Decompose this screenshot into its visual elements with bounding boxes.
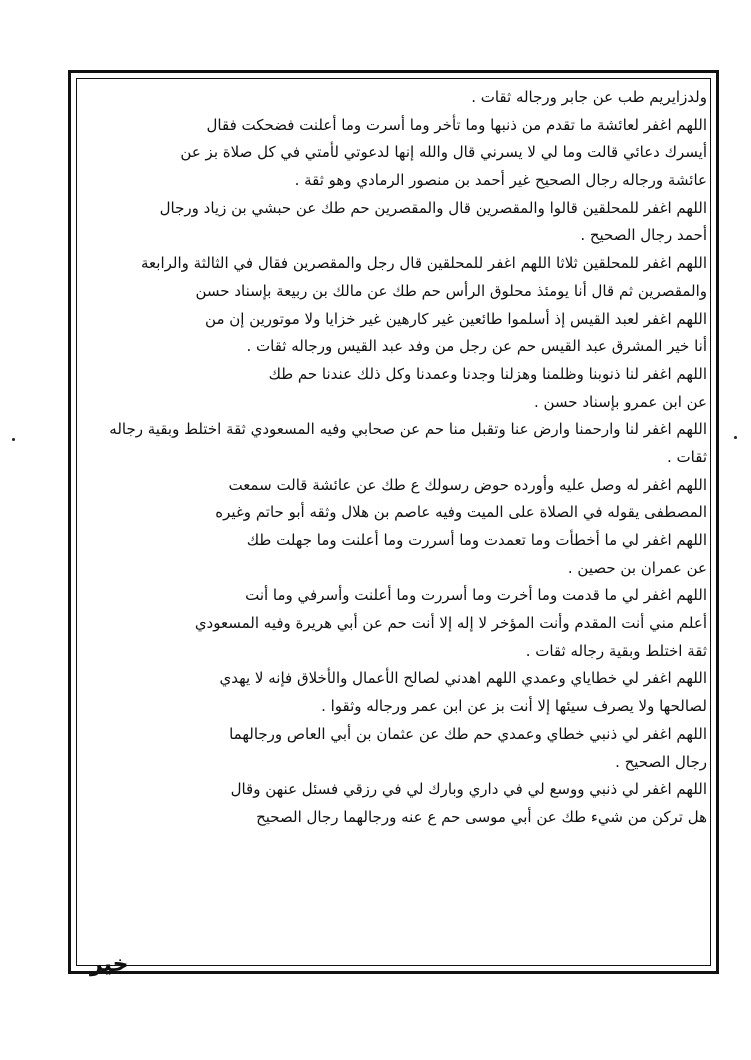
text-line: ثقات .: [667, 447, 707, 466]
text-line: لصالحها ولا يصرف سيئها إلا أنت بز عن ابن عمر ورجاله وثقوا .: [321, 697, 707, 716]
text-line: رجال الصحيح .: [615, 752, 707, 771]
text-line: اللهم اغفر لنا ذنوبنا وظلمنا وهزلنا وجدنا وعمدنا وكل ذلك عندنا حم طك: [268, 364, 707, 383]
text-line: أعلم مني أنت المقدم وأنت المؤخر لا إله إلا أنت حم عن أبي هريرة وفيه المسعودي: [194, 614, 707, 633]
text-line: اللهم اغفر لي ذنبي ووسع لي في داري وبارك لي في رزقي فسئل عنهن وقال: [230, 780, 707, 799]
text-line: اللهم اغفر لعبد القيس إذ أسلموا طائعين غير كارهين غير خزايا ولا موتورين إن من: [205, 309, 707, 328]
text-line: أنا خير المشرق عبد القيس حم عن رجل من وفد عبد القيس ورجاله ثقات .: [246, 337, 707, 356]
text-line: أيسرك دعائي قالت وما لي لا يسرني قال والله إنها لدعوتي لأمتي في كل صلاة بز عن: [180, 143, 707, 162]
text-line: اللهم اغفر له وصل عليه وأورده حوض رسولك ع طك عن عائشة قالت سمعت: [228, 475, 707, 494]
text-line: عائشة ورجاله رجال الصحيح غير أحمد بن منصور الرمادي وهو ثقة .: [294, 171, 707, 190]
text-line: ثقة اختلط وبقية رجاله ثقات .: [525, 641, 707, 660]
scan-speck: [12, 438, 15, 441]
text-line: عن ابن عمرو بإسناد حسن .: [533, 392, 707, 411]
text-line: أحمد رجال الصحيح .: [580, 226, 707, 245]
text-line: ولدزايريم طب عن جابر ورجاله ثقات .: [471, 88, 707, 106]
text-line: اللهم اغفر للمحلقين ثلاثا اللهم اغفر للمحلقين قال رجل والمقصرين فقال في الثالثة والرابعة: [141, 254, 707, 273]
text-line: اللهم اغفر لي ما قدمت وما أخرت وما أسررت وما أعلنت وأسرفي وما أنت: [245, 586, 707, 605]
text-line: عن عمران بن حصين .: [567, 558, 707, 577]
text-line: اللهم اغفر للمحلقين قالوا والمقصرين قال والمقصرين حم طك عن حبشي بن زياد ورجال: [159, 198, 707, 217]
text-line: هل تركن من شيء طك عن أبي موسى حم ع عنه ورجالهما رجال الصحيح: [256, 807, 707, 826]
text-line: المصطفى يقوله في الصلاة على الميت وفيه عاصم بن هلال وثقه أبو حاتم وغيره: [215, 503, 707, 522]
scan-speck: [734, 436, 737, 439]
text-line: اللهم اغفر لي ذنبي خطاي وعمدي حم طك عن عثمان بن أبي العاص ورجالهما: [229, 724, 707, 743]
text-line: اللهم اغفر لي خطاياي وعمدي اللهم اهدني لصالح الأعمال والأخلاق فإنه لا يهدي: [219, 669, 707, 688]
text-line: اللهم اغفر لعائشة ما تقدم من ذنبها وما تأخر وما أسرت وما أعلنت فضحكت فقال: [206, 115, 707, 134]
text-line: والمقصرين ثم قال أنا يومئذ محلوق الرأس حم طك عن مالك بن ربيعة بإسناد حسن: [195, 281, 707, 300]
catchword: خير: [90, 952, 129, 977]
manuscript-text-block: [82, 84, 707, 944]
text-line: اللهم اغفر لي ما أخطأت وما تعمدت وما أسررت وما أعلنت وما جهلت طك: [246, 531, 707, 549]
text-line: اللهم اغفر لنا وارحمنا وارض عنا وتقبل منا حم عن صحابي وفيه المسعودي ثقة اختلط وبقية رجاله: [109, 420, 707, 439]
